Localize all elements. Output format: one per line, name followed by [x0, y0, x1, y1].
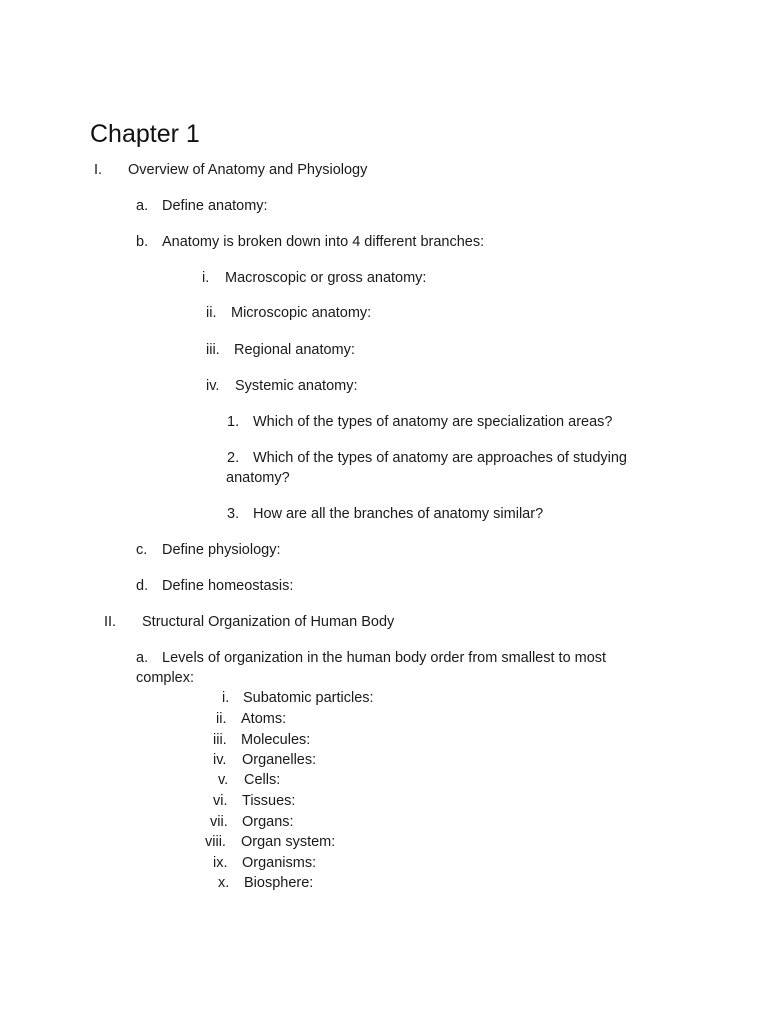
list-marker: 2.	[227, 450, 240, 466]
list-marker: i.	[222, 690, 230, 706]
question-text-continuation: anatomy?	[226, 470, 290, 486]
level-text: Atoms:	[241, 711, 287, 727]
sub-list-item-text: Macroscopic or gross anatomy:	[225, 270, 427, 286]
list-marker: II.	[104, 614, 117, 630]
sub-list-item-text: Systemic anatomy:	[235, 378, 358, 394]
question-text: Which of the types of anatomy are specialization areas?	[253, 414, 613, 430]
list-item-text: Define physiology:	[162, 542, 281, 558]
question-text: How are all the branches of anatomy similar?	[253, 506, 544, 522]
sub-list-item-text: Regional anatomy:	[234, 342, 355, 358]
list-marker: i.	[202, 270, 210, 286]
list-marker: vii.	[210, 814, 228, 830]
list-item-text: Levels of organization in the human body order from smallest to most	[162, 650, 607, 666]
list-marker: 3.	[227, 506, 240, 522]
section-title: Structural Organization of Human Body	[142, 614, 395, 630]
level-text: Organ system:	[241, 834, 336, 850]
list-item-text: Define homeostasis:	[162, 578, 294, 594]
list-marker: b.	[136, 234, 149, 250]
list-marker: viii.	[205, 834, 226, 850]
level-text: Tissues:	[242, 793, 296, 809]
list-marker: c.	[136, 542, 148, 558]
level-text: Organisms:	[242, 855, 317, 871]
list-marker: iv.	[206, 378, 220, 394]
list-marker: x.	[218, 875, 230, 891]
level-text: Molecules:	[241, 732, 311, 748]
section-title: Overview of Anatomy and Physiology	[128, 162, 368, 178]
page-title: Chapter 1	[90, 120, 200, 148]
list-item-text: Define anatomy:	[162, 198, 268, 214]
list-marker: a.	[136, 198, 149, 214]
list-item-text: Anatomy is broken down into 4 different branches:	[162, 234, 485, 250]
list-marker: iii.	[206, 342, 220, 358]
list-marker: iii.	[213, 732, 227, 748]
list-marker: d.	[136, 578, 149, 594]
list-marker: v.	[218, 772, 229, 788]
level-text: Biosphere:	[244, 875, 314, 891]
list-marker: iv.	[213, 752, 227, 768]
list-marker: ii.	[206, 305, 217, 321]
sub-list-item-text: Microscopic anatomy:	[231, 305, 372, 321]
list-item-text-continuation: complex:	[136, 670, 195, 686]
list-marker: I.	[94, 162, 103, 178]
list-marker: 1.	[227, 414, 240, 430]
level-text: Organelles:	[242, 752, 317, 768]
level-text: Subatomic particles:	[243, 690, 374, 706]
list-marker: a.	[136, 650, 149, 666]
level-text: Organs:	[242, 814, 294, 830]
list-marker: ii.	[216, 711, 227, 727]
list-marker: ix.	[213, 855, 228, 871]
list-marker: vi.	[213, 793, 228, 809]
level-text: Cells:	[244, 772, 281, 788]
question-text: Which of the types of anatomy are approaches of studying	[253, 450, 627, 466]
